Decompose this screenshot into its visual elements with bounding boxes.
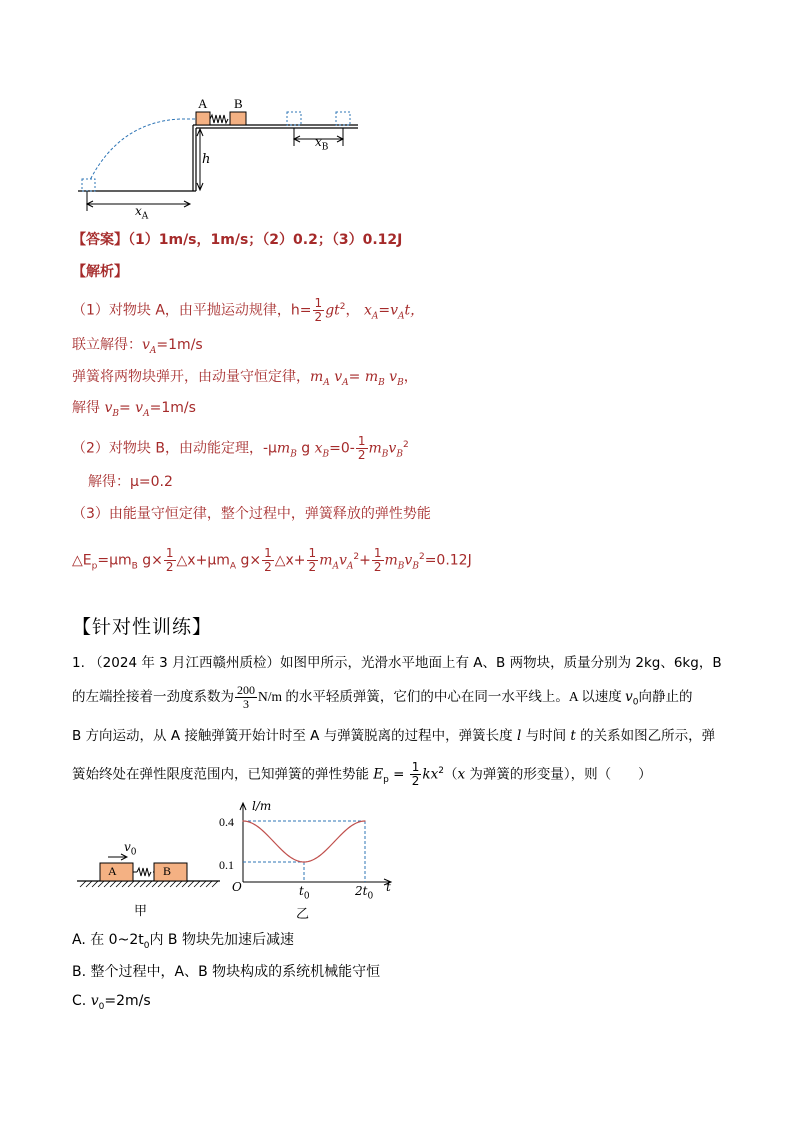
figure-projectile-spring	[70, 92, 370, 222]
yi-xlabel: t	[386, 880, 391, 894]
analysis-line-1: （1）对物块 A，由平抛运动规律，h= $\frac{1}{2}$ $gt^2$， $x_A=v_At$，	[72, 296, 425, 325]
series-line	[243, 821, 365, 862]
data-point	[364, 820, 365, 821]
jia-label-a: A	[108, 864, 117, 878]
jia-label-b: B	[163, 864, 172, 878]
option-b[interactable]: B. 整个过程中，A、B 物块构成的系统机械能守恒	[72, 964, 381, 980]
question-line-3: B 方向运动，从 A 接触弹簧开始计时至 A 与弹簧脱离的过程中，弹簧长度 l 与时间 t 的关系如图乙所示，弹	[72, 728, 716, 744]
block-b	[230, 112, 246, 125]
spring	[210, 115, 228, 123]
data-point	[319, 855, 320, 856]
data-point	[303, 861, 304, 862]
data-point	[242, 820, 243, 821]
fig1-label-a: A	[198, 96, 208, 111]
data-point	[349, 826, 350, 827]
data-point	[288, 855, 289, 856]
question-line-4: 簧始终处在弹性限度范围内，已知弹簧的弹性势能 $E_p$ = $\frac{1}{2}$ $kx^2(x$ 为弹簧的形变量），则（ ）	[72, 760, 652, 788]
option-a[interactable]: A. 在 $0\sim 2t_0$内 B 物块先加速后减速	[72, 932, 294, 951]
section-title: 【针对性训练】	[72, 616, 213, 638]
jia-label-v0: $v_0$	[124, 840, 137, 858]
answer-text: （1）1m/s，1m/s；（2）0.2；（3）0.12J	[128, 232, 403, 248]
analysis-line-4: 解得 $v_B= v_A=1m/s$	[72, 400, 196, 419]
block-a	[196, 112, 210, 125]
data-point	[258, 826, 259, 827]
fig1-label-xa: $x_A$	[135, 204, 149, 222]
analysis-line-3: 弹簧将两物块弹开，由动量守恒定律，$m_A$ $v_A= m_B$ $v_B$，	[72, 369, 418, 388]
data-point	[273, 841, 274, 842]
answer-tag: 【答案】	[72, 232, 128, 248]
analysis-line-5: （2）对物块 B，由动能定理，$-\mu m_B$ g $x_B=0-$ $\frac{1}{2}$ $m_Bv_B^2$	[72, 434, 409, 463]
yi-tick-x2: $2t_0$	[355, 884, 374, 902]
yi-ylabel: l/m	[252, 799, 272, 813]
yi-tick-y2: 0.1	[219, 858, 234, 872]
fig1-label-h: h	[202, 152, 211, 167]
answer-line	[72, 230, 402, 250]
analysis-line-6: 解得：μ=0.2	[88, 474, 173, 490]
yi-tick-y1: 0.4	[219, 815, 234, 829]
yi-caption: 乙	[296, 907, 310, 922]
analysis-line-2: 联立解得：$v_A=1m/s$	[72, 337, 203, 356]
analysis-line-8: $\triangle E_p=\mu m_B$ g× $\frac{1}{2}$ $\triangle x+\mu m_A$ g× $\frac{1}{2}$ △x+ $\frac{1}{2}$ $m_Av_A^2+$ $\frac{1}{2}$ $m_Bv_B^2=0.12J$	[72, 546, 472, 575]
question-line-1: 1. （2024 年 3 月江西赣州质检）如图甲所示，光滑水平地面上有 A、B 两物块，质量分别为 2kg、6kg，B	[72, 655, 722, 671]
fig1-label-b: B	[234, 96, 243, 111]
analysis-line-7: （3）由能量守恒定律，整个过程中，弹簧释放的弹性势能	[72, 506, 431, 522]
analysis-tag: 【解析】	[72, 264, 128, 280]
fig1-label-xb: $x_B$	[315, 135, 329, 153]
yi-origin: O	[232, 880, 242, 894]
question-line-2: 的左端拴接着一劲度系数为 $\frac{200}{3}$ N/m 的水平轻质弹簧，它们的中心在同一水平线上。A 以速度 $v_0$向静止的	[72, 682, 693, 711]
figure-jia-yi	[72, 800, 402, 925]
data-point	[334, 841, 335, 842]
yi-tick-x1: $t_0$	[299, 884, 310, 902]
jia-caption: 甲	[134, 904, 148, 919]
option-c[interactable]: C. $v_0=2m/s$	[72, 993, 151, 1012]
